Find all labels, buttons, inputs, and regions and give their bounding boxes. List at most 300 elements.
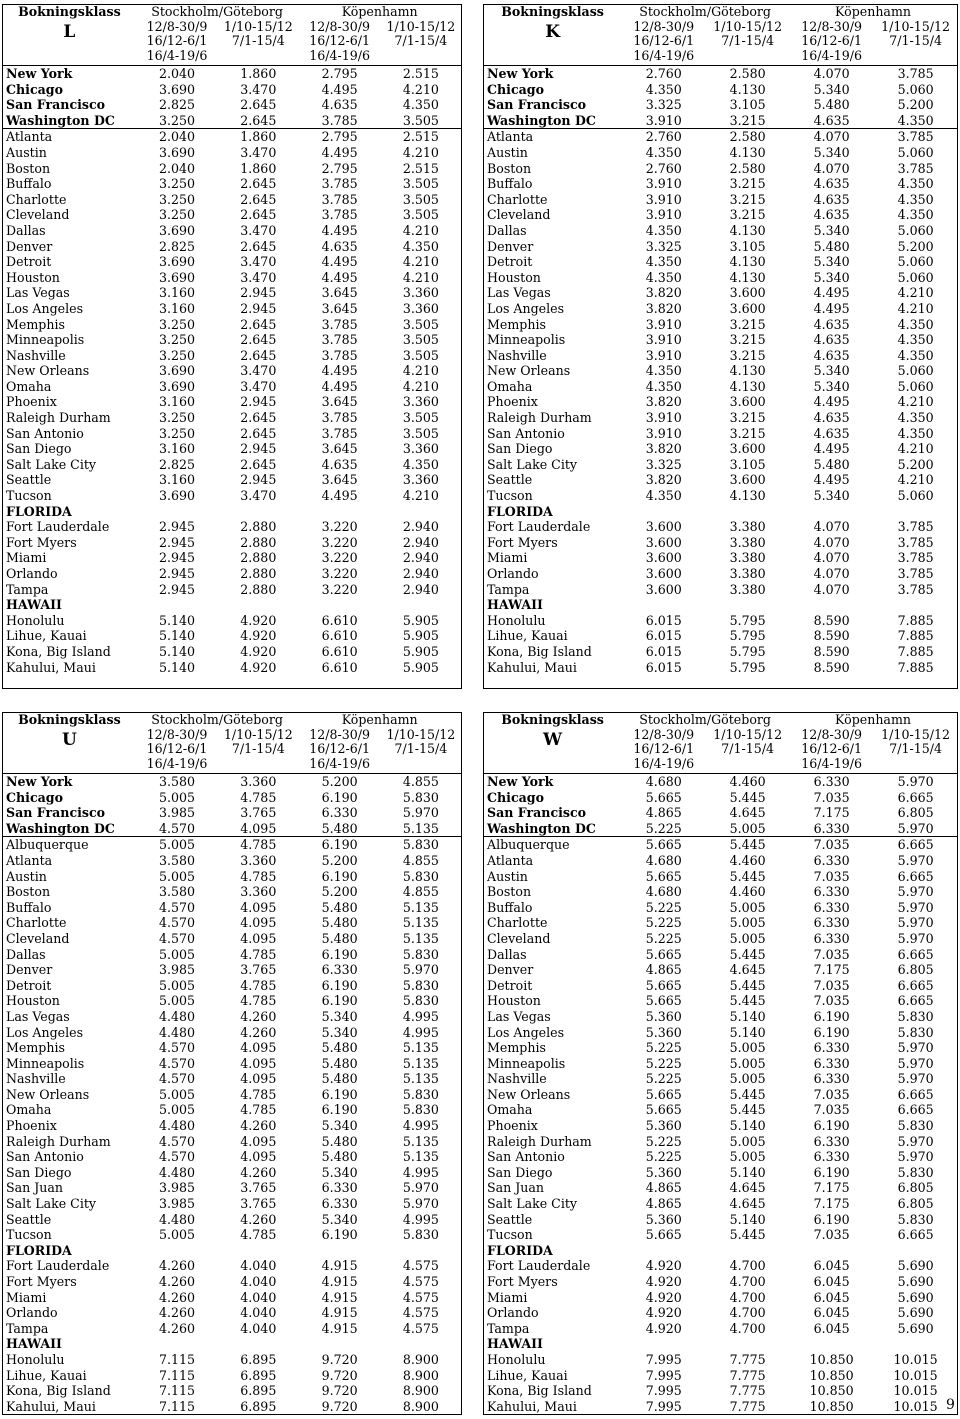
fare-price: 4.915 bbox=[321, 1320, 358, 1336]
fare-price: 4.570 bbox=[159, 1040, 196, 1056]
fare-price: 7.035 bbox=[813, 1086, 850, 1102]
fare-price: 4.570 bbox=[159, 1071, 196, 1087]
table-row bbox=[3, 790, 461, 806]
fare-price: 4.480 bbox=[159, 1211, 196, 1227]
table-row bbox=[484, 931, 957, 947]
fare-price: 4.070 bbox=[813, 550, 850, 566]
fare-price: 6.045 bbox=[813, 1289, 850, 1305]
fare-price: 5.665 bbox=[645, 946, 682, 962]
fare-price: 5.360 bbox=[645, 1164, 682, 1180]
fare-price: 5.060 bbox=[897, 363, 934, 379]
fare-price: 7.115 bbox=[159, 1351, 196, 1367]
fare-price: 4.915 bbox=[321, 1289, 358, 1305]
fare-price: 3.325 bbox=[645, 456, 682, 472]
fare-price: 5.690 bbox=[897, 1258, 934, 1274]
fare-price: 4.040 bbox=[240, 1305, 277, 1321]
period-header: 12/8-30/9 bbox=[801, 727, 863, 742]
fare-price: 5.830 bbox=[402, 1227, 439, 1243]
destination-city: Kona, Big Island bbox=[487, 643, 592, 659]
fare-price: 3.785 bbox=[874, 66, 957, 82]
fare-price: 4.260 bbox=[240, 1024, 277, 1040]
fare-price: 3.600 bbox=[645, 534, 682, 550]
section-row bbox=[484, 1336, 957, 1352]
fare-price: 3.910 bbox=[645, 425, 682, 441]
fare-table bbox=[3, 713, 461, 1414]
table-row bbox=[3, 426, 461, 442]
fare-price: 5.970 bbox=[897, 820, 934, 836]
destination-city: Lihue, Kauai bbox=[6, 1367, 87, 1383]
fare-price: 5.480 bbox=[321, 1071, 358, 1087]
destination-city: Fort Lauderdale bbox=[6, 519, 110, 535]
fare-price: 4.920 bbox=[240, 612, 277, 628]
fare-price: 5.005 bbox=[729, 1055, 766, 1071]
fare-price: 6.330 bbox=[813, 915, 850, 931]
route-header-kopenhamn: Köpenhamn bbox=[341, 713, 418, 727]
fare-price: 8.900 bbox=[402, 1367, 439, 1383]
fare-price: 3.690 bbox=[159, 81, 196, 97]
destination-city: Houston bbox=[487, 269, 541, 285]
destination-city: FLORIDA bbox=[6, 503, 72, 519]
table-row bbox=[3, 774, 461, 790]
fare-price bbox=[706, 1336, 789, 1352]
fare-price: 3.505 bbox=[402, 191, 439, 207]
fare-price: 5.200 bbox=[897, 456, 934, 472]
table-row bbox=[3, 394, 461, 410]
fare-price: 2.515 bbox=[402, 160, 439, 176]
destination-city: Raleigh Durham bbox=[487, 410, 592, 426]
table-row bbox=[484, 145, 957, 161]
fare-price: 3.765 bbox=[240, 962, 277, 978]
fare-price: 5.480 bbox=[813, 456, 850, 472]
fare-price: 5.690 bbox=[897, 1289, 934, 1305]
fare-price: 8.900 bbox=[402, 1383, 439, 1399]
fare-price: 8.590 bbox=[813, 612, 850, 628]
fare-price bbox=[298, 597, 380, 613]
fare-price: 4.920 bbox=[645, 1258, 682, 1274]
table-row bbox=[3, 441, 461, 457]
destination-city: Memphis bbox=[6, 316, 65, 332]
fare-price: 5.690 bbox=[897, 1274, 934, 1289]
fare-price: 8.900 bbox=[402, 1351, 439, 1367]
fare-price: 5.360 bbox=[645, 1024, 682, 1040]
fare-price: 3.220 bbox=[321, 566, 358, 581]
fare-price: 2.795 bbox=[298, 66, 380, 82]
fare-price: 4.785 bbox=[240, 789, 277, 805]
fare-price: 2.945 bbox=[159, 519, 196, 535]
fare-price bbox=[789, 1336, 874, 1352]
fare-price: 3.380 bbox=[729, 534, 766, 550]
period-header: 16/4-19/6 bbox=[801, 48, 863, 63]
fare-price: 4.350 bbox=[645, 81, 682, 97]
fare-price: 3.105 bbox=[729, 456, 766, 472]
destination-city: Cleveland bbox=[487, 207, 551, 223]
fare-price: 2.880 bbox=[240, 581, 277, 597]
period-header: 16/12-6/1 bbox=[309, 742, 371, 756]
fare-price: 5.005 bbox=[159, 993, 196, 1009]
fare-price: 4.210 bbox=[402, 222, 439, 238]
fare-price: 7.885 bbox=[897, 643, 934, 659]
destination-city: San Antonio bbox=[6, 425, 84, 441]
fare-price: 4.350 bbox=[402, 97, 439, 113]
booking-class-header bbox=[3, 5, 136, 66]
destination-city: Detroit bbox=[487, 977, 533, 993]
fare-price: 5.005 bbox=[729, 915, 766, 931]
destination-city: Dallas bbox=[6, 946, 46, 962]
fare-price: 6.330 bbox=[813, 884, 850, 900]
table-row bbox=[484, 1212, 957, 1228]
fare-price: 4.095 bbox=[240, 820, 277, 836]
fare-price: 4.575 bbox=[402, 1258, 439, 1274]
table-row bbox=[3, 869, 461, 885]
period-header: 12/8-30/9 bbox=[633, 727, 695, 742]
table-row bbox=[484, 1087, 957, 1103]
fare-price bbox=[218, 1336, 298, 1352]
fare-price: 2.945 bbox=[240, 472, 277, 488]
fare-price: 5.135 bbox=[402, 930, 439, 946]
fare-price: 4.210 bbox=[402, 488, 439, 504]
fare-price: 5.135 bbox=[402, 1040, 439, 1056]
fare-price: 7.995 bbox=[645, 1383, 682, 1399]
fare-price: 6.665 bbox=[897, 1227, 934, 1243]
route-header-stockholm-goteborg: Stockholm/Göteborg bbox=[639, 713, 771, 727]
fare-price: 7.775 bbox=[729, 1351, 766, 1367]
fare-price: 5.225 bbox=[645, 820, 682, 836]
fare-price: 4.865 bbox=[645, 962, 682, 978]
fare-price: 6.665 bbox=[874, 837, 957, 853]
destination-city: Fort Myers bbox=[487, 1274, 558, 1289]
fare-price: 4.260 bbox=[240, 1118, 277, 1134]
destination-city: Buffalo bbox=[6, 899, 52, 915]
table-row bbox=[484, 869, 957, 885]
table-row bbox=[3, 628, 461, 644]
fare-price: 4.645 bbox=[729, 962, 766, 978]
fare-price: 4.260 bbox=[159, 1274, 196, 1289]
fare-price: 10.850 bbox=[809, 1351, 854, 1367]
table-row bbox=[484, 1102, 957, 1118]
destination-city: Los Angeles bbox=[6, 300, 84, 316]
fare-price bbox=[874, 504, 957, 520]
fare-price: 6.045 bbox=[813, 1320, 850, 1336]
period-header: 1/10-15/12 bbox=[223, 727, 293, 742]
table-row bbox=[3, 1227, 461, 1243]
fare-price: 9.720 bbox=[321, 1367, 358, 1383]
table-row bbox=[3, 113, 461, 129]
fare-price: 4.095 bbox=[240, 915, 277, 931]
fare-price: 3.160 bbox=[159, 285, 196, 301]
table-row bbox=[3, 488, 461, 504]
fare-price: 4.070 bbox=[789, 129, 874, 145]
table-row bbox=[3, 1056, 461, 1072]
fare-price: 5.360 bbox=[645, 1008, 682, 1024]
table-row bbox=[3, 1212, 461, 1228]
fare-price: 9.720 bbox=[321, 1351, 358, 1367]
table-row bbox=[3, 1321, 461, 1337]
table-row bbox=[3, 1258, 461, 1274]
table-row bbox=[484, 774, 957, 790]
fare-price: 5.140 bbox=[159, 628, 196, 644]
fare-price: 3.505 bbox=[402, 347, 439, 363]
fare-price: 3.360 bbox=[402, 285, 439, 301]
fare-price: 6.330 bbox=[321, 1196, 358, 1212]
fare-price: 5.480 bbox=[813, 97, 850, 113]
fare-price: 5.005 bbox=[729, 1040, 766, 1056]
destination-city: Detroit bbox=[6, 977, 52, 993]
table-row bbox=[3, 207, 461, 223]
table-row bbox=[3, 457, 461, 473]
destination-city: Phoenix bbox=[6, 394, 57, 410]
fare-price: 3.470 bbox=[240, 363, 277, 379]
fare-price bbox=[874, 1243, 957, 1259]
destination-city: Seattle bbox=[487, 472, 533, 488]
table-row bbox=[484, 363, 957, 379]
fare-price: 2.040 bbox=[159, 160, 196, 176]
table-row bbox=[484, 582, 957, 598]
fare-price: 2.945 bbox=[240, 441, 277, 457]
fare-price: 3.215 bbox=[729, 316, 766, 332]
table-row bbox=[3, 223, 461, 239]
destination-city: Buffalo bbox=[487, 899, 533, 915]
fare-price: 5.480 bbox=[321, 899, 358, 915]
fare-price: 10.015 bbox=[893, 1367, 938, 1383]
destination-city: Tucson bbox=[6, 1227, 52, 1243]
destination-city: Minneapolis bbox=[6, 1055, 85, 1071]
fare-price: 4.915 bbox=[321, 1258, 358, 1274]
fare-price: 4.680 bbox=[645, 884, 682, 900]
fare-price: 4.350 bbox=[645, 363, 682, 379]
fare-price: 5.830 bbox=[402, 977, 439, 993]
destination-city: Tucson bbox=[487, 488, 533, 504]
table-row bbox=[484, 993, 957, 1009]
fare-price: 6.665 bbox=[897, 977, 934, 993]
destination-city: Dallas bbox=[6, 222, 46, 238]
fare-price: 2.645 bbox=[240, 207, 277, 223]
destination-city: Kona, Big Island bbox=[487, 1383, 592, 1399]
fare-price: 6.015 bbox=[645, 643, 682, 659]
destination-city: New York bbox=[3, 66, 136, 82]
destination-city: Charlotte bbox=[6, 191, 67, 207]
destination-city: Salt Lake City bbox=[487, 456, 578, 472]
fare-price: 4.070 bbox=[813, 566, 850, 581]
fare-price: 5.140 bbox=[729, 1024, 766, 1040]
table-row bbox=[484, 628, 957, 644]
fare-price bbox=[381, 504, 461, 520]
fare-price: 5.480 bbox=[321, 1040, 358, 1056]
table-row bbox=[3, 161, 461, 177]
fare-price: 6.330 bbox=[321, 1180, 358, 1196]
table-row bbox=[484, 66, 957, 82]
destination-city: Seattle bbox=[6, 472, 52, 488]
fare-price: 3.910 bbox=[645, 347, 682, 363]
fare-price: 3.645 bbox=[321, 285, 358, 301]
fare-price: 3.215 bbox=[729, 191, 766, 207]
fare-table bbox=[3, 5, 461, 675]
destination-city: Orlando bbox=[6, 566, 58, 581]
fare-price: 1.860 bbox=[218, 129, 298, 145]
fare-price: 3.985 bbox=[159, 805, 196, 821]
period-header: 16/4-19/6 bbox=[146, 48, 208, 63]
fare-price: 3.820 bbox=[645, 441, 682, 457]
fare-price: 5.005 bbox=[729, 930, 766, 946]
table-row bbox=[3, 931, 461, 947]
fare-price bbox=[706, 504, 789, 520]
fare-price: 5.665 bbox=[645, 789, 682, 805]
fare-price: 5.830 bbox=[897, 1024, 934, 1040]
table-row bbox=[484, 239, 957, 255]
destination-city: Chicago bbox=[487, 789, 544, 805]
fare-price: 10.850 bbox=[809, 1398, 854, 1414]
table-row bbox=[3, 1383, 461, 1399]
table-row bbox=[3, 805, 461, 821]
fare-price bbox=[789, 597, 874, 613]
fare-price: 5.970 bbox=[897, 852, 934, 868]
fare-price: 3.470 bbox=[240, 222, 277, 238]
fare-price: 5.970 bbox=[897, 930, 934, 946]
fare-price: 6.665 bbox=[897, 1102, 934, 1118]
fare-price: 4.350 bbox=[402, 238, 439, 254]
fare-price: 5.060 bbox=[897, 269, 934, 285]
fare-price: 4.785 bbox=[240, 993, 277, 1009]
fare-price: 5.445 bbox=[706, 837, 789, 853]
fare-price: 7.995 bbox=[645, 1367, 682, 1383]
fare-price: 3.690 bbox=[159, 363, 196, 379]
table-row bbox=[3, 947, 461, 963]
fare-price: 5.445 bbox=[729, 946, 766, 962]
fare-price bbox=[621, 504, 706, 520]
fare-price: 4.480 bbox=[159, 1164, 196, 1180]
fare-price: 3.910 bbox=[645, 191, 682, 207]
fare-price: 5.135 bbox=[402, 820, 439, 836]
period-header-empty bbox=[218, 757, 298, 774]
fare-price: 3.505 bbox=[402, 425, 439, 441]
fare-price: 4.495 bbox=[321, 378, 358, 394]
period-header: 7/1-15/4 bbox=[721, 34, 775, 48]
fare-price: 4.915 bbox=[321, 1274, 358, 1289]
destination-city: Honolulu bbox=[487, 612, 546, 628]
table-row bbox=[3, 1134, 461, 1150]
table-row bbox=[3, 821, 461, 837]
fare-price: 3.380 bbox=[729, 581, 766, 597]
fare-price bbox=[298, 1243, 380, 1259]
period-header-empty bbox=[706, 49, 789, 66]
fare-price: 5.005 bbox=[159, 789, 196, 805]
table-row bbox=[3, 363, 461, 379]
period-header: 1/10-15/12 bbox=[713, 727, 783, 742]
table-row bbox=[3, 519, 461, 535]
fare-price: 5.340 bbox=[813, 254, 850, 270]
fare-price: 6.330 bbox=[813, 1149, 850, 1165]
fare-price: 4.995 bbox=[402, 1024, 439, 1040]
destination-city: Las Vegas bbox=[487, 285, 551, 301]
fare-price: 4.210 bbox=[402, 254, 439, 270]
destination-city: HAWAII bbox=[487, 1336, 543, 1352]
fare-price: 3.690 bbox=[159, 488, 196, 504]
fare-price: 4.785 bbox=[240, 946, 277, 962]
destination-city: Minneapolis bbox=[487, 1055, 566, 1071]
fare-price bbox=[874, 597, 957, 613]
fare-price: 4.785 bbox=[240, 1102, 277, 1118]
table-row bbox=[3, 254, 461, 270]
fare-price bbox=[136, 504, 218, 520]
fare-price: 5.795 bbox=[729, 643, 766, 659]
fare-price: 3.785 bbox=[897, 519, 934, 535]
fare-price: 7.115 bbox=[159, 1367, 196, 1383]
fare-price: 7.175 bbox=[813, 962, 850, 978]
fare-price: 3.910 bbox=[645, 316, 682, 332]
destination-city: Atlanta bbox=[6, 852, 53, 868]
fare-price: 2.515 bbox=[381, 129, 461, 145]
fare-price: 3.470 bbox=[240, 269, 277, 285]
fare-price: 4.040 bbox=[240, 1320, 277, 1336]
fare-price: 10.850 bbox=[809, 1367, 854, 1383]
fare-price: 3.785 bbox=[897, 566, 934, 581]
fare-price: 5.200 bbox=[298, 774, 380, 790]
fare-price: 4.570 bbox=[159, 1149, 196, 1165]
fare-price: 3.325 bbox=[645, 238, 682, 254]
fare-price: 3.160 bbox=[159, 441, 196, 457]
period-header: 7/1-15/4 bbox=[394, 742, 448, 756]
table-row bbox=[484, 348, 957, 364]
fare-price: 5.665 bbox=[621, 837, 706, 853]
fare-price: 3.765 bbox=[240, 805, 277, 821]
destination-city: New Orleans bbox=[487, 363, 571, 379]
table-row bbox=[484, 947, 957, 963]
table-row bbox=[3, 1025, 461, 1041]
fare-price: 4.350 bbox=[897, 207, 934, 223]
fare-price: 3.785 bbox=[321, 347, 358, 363]
destination-city: Salt Lake City bbox=[487, 1196, 578, 1212]
fare-price: 9.720 bbox=[321, 1398, 358, 1414]
fare-price: 3.645 bbox=[321, 472, 358, 488]
fare-price: 6.045 bbox=[813, 1258, 850, 1274]
fare-price: 5.665 bbox=[645, 993, 682, 1009]
fare-price: 3.600 bbox=[729, 441, 766, 457]
fare-price: 5.200 bbox=[321, 884, 358, 900]
fare-price: 6.610 bbox=[321, 659, 358, 675]
table-row bbox=[484, 1118, 957, 1134]
table-row bbox=[3, 884, 461, 900]
fare-price: 7.035 bbox=[813, 868, 850, 884]
table-row bbox=[3, 348, 461, 364]
fare-price: 3.985 bbox=[159, 962, 196, 978]
destination-city: Fort Myers bbox=[487, 534, 558, 550]
table-row bbox=[3, 1040, 461, 1056]
destination-city: Atlanta bbox=[3, 129, 136, 145]
destination-city: Kahului, Maui bbox=[6, 1398, 96, 1414]
fare-price: 3.690 bbox=[159, 378, 196, 394]
period-header: 16/12-6/1 bbox=[146, 742, 208, 756]
fare-price: 2.645 bbox=[240, 456, 277, 472]
destination-city: Lihue, Kauai bbox=[487, 628, 568, 644]
fare-price: 4.635 bbox=[321, 238, 358, 254]
fare-price: 6.330 bbox=[321, 805, 358, 821]
destination-city: Fort Lauderdale bbox=[6, 1258, 110, 1274]
table-row bbox=[3, 1009, 461, 1025]
fare-price: 5.140 bbox=[729, 1118, 766, 1134]
fare-price: 5.060 bbox=[897, 81, 934, 97]
fare-price: 4.575 bbox=[402, 1305, 439, 1321]
destination-city: Buffalo bbox=[6, 176, 52, 192]
fare-price: 3.160 bbox=[159, 472, 196, 488]
fare-price: 3.250 bbox=[159, 176, 196, 192]
fare-price: 4.635 bbox=[813, 112, 850, 128]
period-header-empty bbox=[874, 757, 957, 774]
table-row bbox=[3, 285, 461, 301]
fare-price: 5.445 bbox=[729, 789, 766, 805]
fare-price: 4.575 bbox=[402, 1320, 439, 1336]
fare-price: 6.190 bbox=[298, 837, 380, 853]
fare-price: 3.910 bbox=[645, 207, 682, 223]
route-header-stockholm-goteborg: Stockholm/Göteborg bbox=[151, 5, 283, 19]
